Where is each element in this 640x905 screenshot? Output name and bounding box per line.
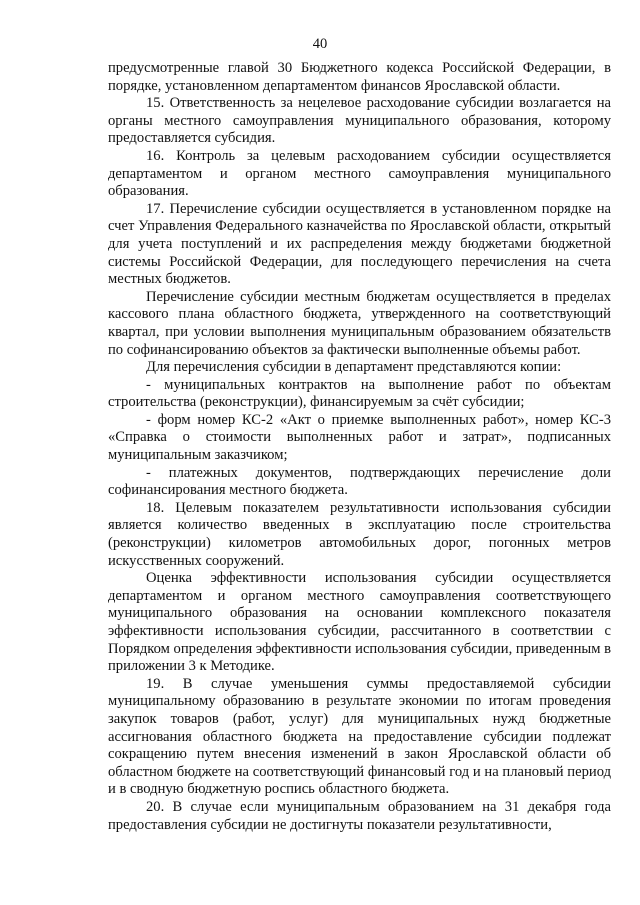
paragraph-item-19: 19. В случае уменьшения суммы предоставляемой субсидии муниципальному образованию в результате экономии по итогам проведения закупок товаров (работ, услуг) для муниципальных нужд бюджетные ассигнования областного бюджета на предоставление субсидии подлежат сокращению путем внесения изменений в закон Ярославской области об областном бюджете на соответствующий финансовый год и на плановый период и в сводную бюджетную роспись областного бюджета.	[108, 675, 611, 798]
document-body	[108, 60, 611, 834]
paragraph-efficiency-assessment: Оценка эффективности использования субсидии осуществляется департаментом и органом местного самоуправления соответствующего муниципального образования на основании комплексного показателя эффективности использования субсидии, рассчитанного в соответствии с Порядком определения эффективности использования субсидии, приведенным в приложении 3 к Методике.	[108, 570, 611, 675]
paragraph-continuation: предусмотренные главой 30 Бюджетного кодекса Российской Федерации, в порядке, установленном департаментом финансов Ярославской области.	[108, 60, 611, 94]
paragraph-item-16: 16. Контроль за целевым расходованием субсидии осуществляется департаментом и органом местного самоуправления муниципального образования.	[108, 147, 611, 200]
paragraph-item-17: 17. Перечисление субсидии осуществляется в установленном порядке на счет Управления Федерального казначейства по Ярославской области, открытый для учета поступлений и их распределения между бюджетами бюджетной системы Российской Федерации, для последующего перечисления на счета местных бюджетов.	[108, 200, 611, 288]
paragraph-item-15: 15. Ответственность за нецелевое расходование субсидии возлагается на органы местного самоуправления муниципального образования, которому предоставляется субсидия.	[108, 95, 611, 147]
paragraph-item-18: 18. Целевым показателем результативности использования субсидии является количество введенных в эксплуатацию после строительства (реконструкции) километров автомобильных дорог, погонных метров искусственных сооружений.	[108, 499, 611, 569]
list-item-contracts: - муниципальных контрактов на выполнение работ по объектам строительства (реконструкции), финансируемым за счёт субсидии;	[108, 376, 611, 411]
page-number: 40	[312, 36, 328, 52]
list-item-payment-documents: - платежных документов, подтверждающих перечисление доли софинансирования местного бюджета.	[108, 464, 611, 499]
paragraph-item-20: 20. В случае если муниципальным образованием на 31 декабря года предоставления субсидии не достигнуты показатели результативности,	[108, 798, 611, 833]
list-item-ks-forms: - форм номер КС-2 «Акт о приемке выполненных работ», номер КС-3 «Справка о стоимости выполненных работ и затрат», подписанных муниципальным заказчиком;	[108, 411, 611, 464]
paragraph-transfer-limits: Перечисление субсидии местным бюджетам осуществляется в пределах кассового плана областного бюджета, утвержденного на соответствующий квартал, при условии выполнения муниципальным образованием обязательств по софинансированию объектов за фактически выполненные объемы работ.	[108, 288, 611, 358]
paragraph-copies-intro: Для перечисления субсидии в департамент представляются копии:	[146, 359, 562, 376]
